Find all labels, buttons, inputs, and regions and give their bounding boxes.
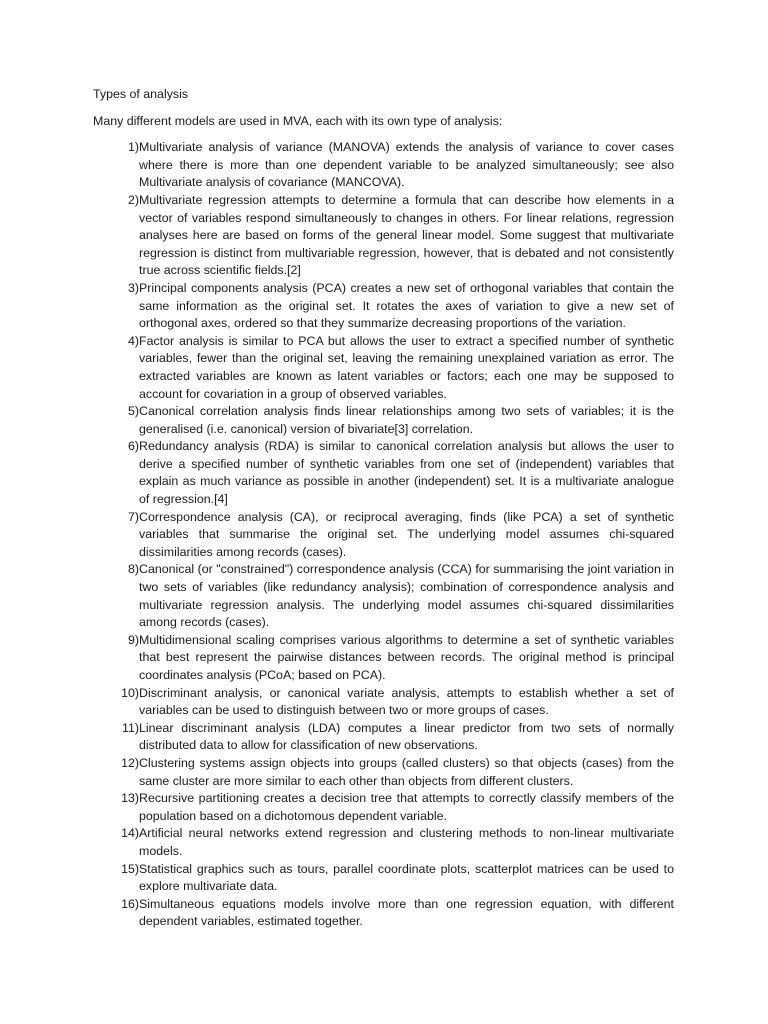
list-item-number: 5) [127, 404, 139, 419]
list-item-number: 8) [127, 562, 139, 577]
list-item-text: Correspondence analysis (CA), or reciprocal averaging, finds (like PCA) a set of synthetic variables that summarise the original set. The underlying model assumes chi-squared dissimilarities among records (cases). [139, 509, 674, 559]
list-item [93, 790, 674, 825]
list-item-number: 1) [127, 140, 139, 155]
list-item [93, 561, 674, 631]
list-item-number: 10) [121, 685, 139, 700]
list-item-text: Multivariate analysis of variance (MANOVA) extends the analysis of variance to cover cases where there is more than one dependent variable to be analyzed simultaneously; see also Multivariate analysis of covariance (MANCOVA). [139, 140, 674, 190]
list-item [93, 632, 674, 685]
list-item-number: 15) [121, 861, 139, 876]
list-item-text: Linear discriminant analysis (LDA) computes a linear predictor from two sets of normally distributed data to allow for classification of new observations. [139, 720, 674, 753]
list-item-text: Principal components analysis (PCA) creates a new set of orthogonal variables that contain the same information as the original set. It rotates the axes of variation to give a new set of orthogonal axes, ordered so that they summarize decreasing proportions of the variation. [139, 280, 674, 331]
list-item-text: Simultaneous equations models involve more than one regression equation, with different dependent variables, estimated together. [139, 896, 674, 929]
list-item-text: Discriminant analysis, or canonical variate analysis, attempts to establish whether a set of variables can be used to distinguish between two or more groups of cases. [139, 685, 674, 718]
list-item [93, 896, 674, 931]
list-item-number: 12) [121, 755, 139, 770]
list-item-number: 3) [127, 280, 139, 295]
list-item [93, 192, 674, 280]
list-item-number: 14) [121, 826, 139, 841]
list-item-number: 16) [121, 896, 139, 911]
list-item [93, 509, 674, 562]
list-item-number: 2) [127, 192, 139, 207]
list-item-text: Redundancy analysis (RDA) is similar to canonical correlation analysis but allows the user to derive a specified number of synthetic variables from one set of (independent) variables that explain as much variance as possible in another (independent) set. It is a multivariate analogue of regression.[4] [139, 439, 674, 507]
list-item-number: 4) [127, 333, 139, 348]
list-item [93, 438, 674, 508]
list-item-number: 7) [127, 509, 139, 524]
list-item [93, 755, 674, 790]
analysis-types-list [93, 139, 674, 931]
list-item-text: Factor analysis is similar to PCA but allows the user to extract a specified number of synthetic variables, fewer than the original set, leaving the remaining unexplained variation as error. The extracted variables are known as latent variables or factors; each one may be supposed to account for covariation in a group of observed variables. [139, 333, 674, 401]
list-item-number: 11) [122, 720, 139, 735]
list-item-text: Multidimensional scaling comprises various algorithms to determine a set of synthetic variables that best represent the pairwise distances between records. The original method is principal coordinates analysis (PCoA; based on PCA). [139, 632, 674, 682]
list-item [93, 333, 674, 403]
list-item-number: 13) [121, 791, 139, 806]
list-item-text: Multivariate regression attempts to determine a formula that can describe how elements in a vector of variables respond simultaneously to changes in others. For linear relations, regression analyses here are based on forms of the general linear model. Some suggest that multivariate regression is distinct from multivariable regression, however, that is debated and not consistently true across scientific fields.[2] [139, 192, 674, 278]
list-item-text: Canonical (or "constrained") correspondence analysis (CCA) for summarising the joint variation in two sets of variables (like redundancy analysis); combination of correspondence analysis and multivariate regression analysis. The underlying model assumes chi-squared dissimilarities among records (cases). [139, 562, 674, 630]
list-item-number: 6) [127, 439, 139, 454]
list-item [93, 139, 674, 192]
document-page [93, 86, 674, 931]
list-item [93, 825, 674, 860]
document-title: Types of analysis [93, 87, 189, 101]
list-item-text: Statistical graphics such as tours, parallel coordinate plots, scatterplot matrices can be used to explore multivariate data. [139, 861, 674, 894]
list-item-text: Canonical correlation analysis finds linear relationships among two sets of variables; it is the generalised (i.e. canonical) version of bivariate[3] correlation. [139, 404, 674, 436]
list-item [93, 861, 674, 896]
list-item-number: 9) [127, 632, 139, 647]
list-item [93, 720, 674, 755]
list-item [93, 685, 674, 720]
list-item-text: Clustering systems assign objects into groups (called clusters) so that objects (cases) from the same cluster are more similar to each other than objects from different clusters. [139, 755, 674, 788]
list-item [93, 403, 674, 438]
intro-paragraph: Many different models are used in MVA, each with its own type of analysis: [93, 113, 503, 128]
list-item [93, 280, 674, 333]
list-item-text: Artificial neural networks extend regression and clustering methods to non-linear multivariate models. [139, 826, 674, 858]
list-item-text: Recursive partitioning creates a decision tree that attempts to correctly classify members of the population based on a dichotomous dependent variable. [139, 791, 674, 823]
